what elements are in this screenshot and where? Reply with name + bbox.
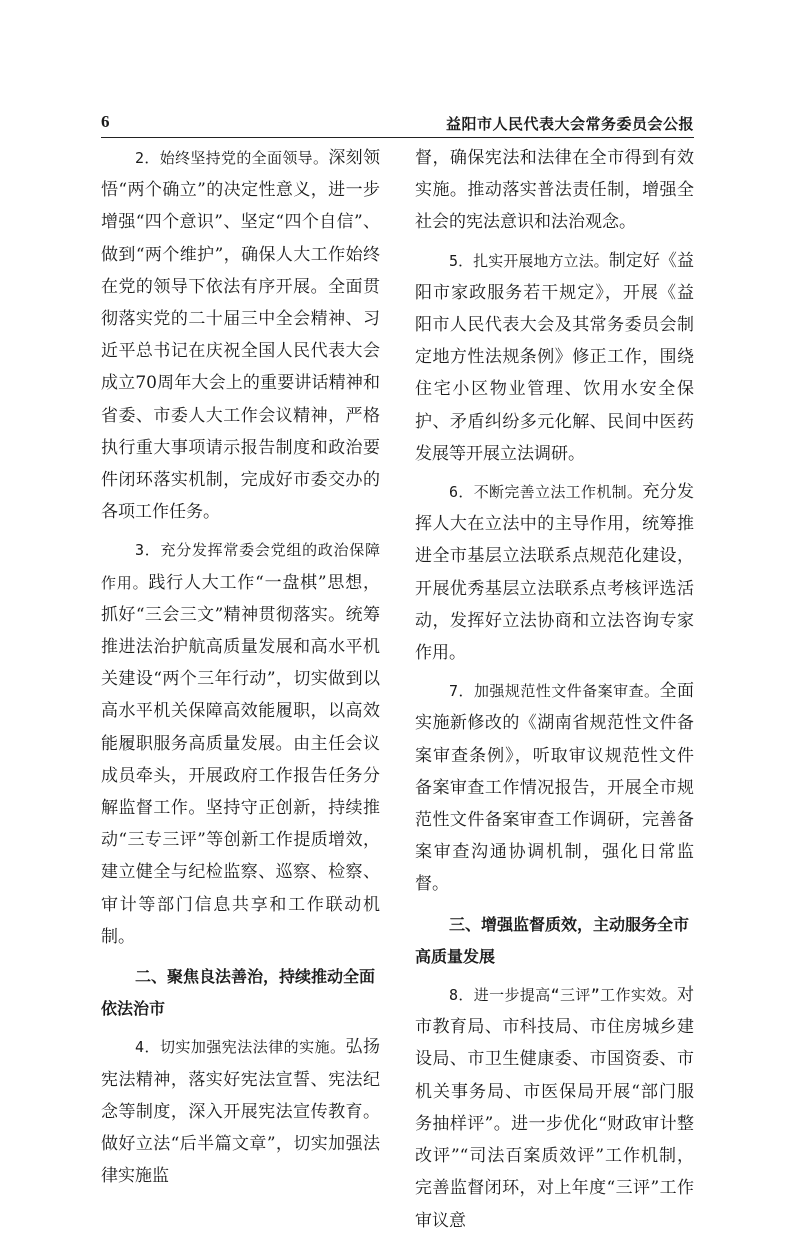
item-6-body: 充分发挥人大在立法中的主导作用，统筹推进全市基层立法联系点规范化建设，开展优秀基层立法联系点考核评选活动，发挥好立法协商和立法咨询专家作用。	[415, 482, 694, 664]
item-3-body: 践行人大工作“一盘棋”思想，抓好“三会三文”精神贯彻落实。统筹推进法治护航高质量发展和高水平机关建设“两个三年行动”，切实做到以高水平机关保障高效能履职，以高效能履职服务高质量发展。由主任会议成员牵头，开展政府工作报告任务分解监督工作。坚持守正创新，持续推动“三专三评”等创新工作提质增效，建立健全与纪检监察、巡察、检察、审计等部门信息共享和工作联动机制。	[101, 572, 380, 947]
item-8-heading: 8．进一步提高“三评”工作实效。	[449, 986, 677, 1005]
item-7-heading: 7．加强规范性文件备案审查。	[449, 682, 660, 701]
item-5-body: 制定好《益阳市家政服务若干规定》，开展《益阳市人民代表大会及其常务委员会制定地方性法规条例》修正工作，围绕住宅小区物业管理、饮用水安全保护、矛盾纠纷多元化解、民间中医药发展等开展立法调研。	[415, 250, 694, 464]
section-heading-3: 三、增强监督质效，主动服务全市高质量发展	[415, 914, 690, 966]
paragraph-item-4	[101, 1031, 380, 1192]
right-column	[415, 142, 694, 1237]
paragraph-item-8	[415, 979, 694, 1237]
item-7-body: 全面实施新修改的《湖南省规范性文件备案审查条例》，听取审议规范性文件备案审查工作情况报告，开展全市规范性文件备案审查工作调研，完善备案审查沟通协调机制，强化日常监督。	[415, 681, 694, 895]
left-column	[101, 142, 380, 1193]
item-2-heading: 2．始终坚持党的全面领导。	[135, 149, 329, 167]
item-3-heading: 3．充分发挥常委会党组的政治保障作用。	[101, 541, 380, 592]
section-heading-2: 二、聚焦良法善治，持续推动全面依法治市	[101, 967, 376, 1019]
paragraph-item-6	[415, 476, 694, 669]
journal-title: 益阳市人民代表大会常务委员会公报	[445, 115, 694, 133]
item-4-body: 弘扬宪法精神，落实好宪法宣誓、宪法纪念等制度，深入开展宪法宣传教育。做好立法“后半篇文章”，切实加强法律实施监	[101, 1037, 380, 1187]
item-2-body: 深刻领悟“两个确立”的决定性意义，进一步增强“四个意识”、坚定“四个自信”、做到“两个维护”，确保人大工作始终在党的领导下依法有序开展。全面贯彻落实党的二十届三中全会精神、习近平总书记在庆祝全国人民代表大会成立70周年大会上的重要讲话精神和省委、市委人大工作会议精神，严格执行重大事项请示报告制度和政治要件闭环落实机制，完成好市委交办的各项工作任务。	[101, 148, 380, 523]
paragraph-item-2	[101, 142, 380, 528]
page-header	[101, 110, 694, 138]
item-6-heading: 6．不断完善立法工作机制。	[449, 483, 643, 502]
item-5-heading: 5．扎实开展地方立法。	[449, 251, 609, 270]
item-8-body: 对市教育局、市科技局、市住房城乡建设局、市卫生健康委、市国资委、市机关事务局、市医保局开展“部门服务抽样评”。进一步优化“财政审计整改评”“司法百案质效评”工作机制，完善监督闭环，对上年度“三评”工作审议意	[415, 985, 694, 1231]
paragraph-item-4-continued: 督，确保宪法和法律在全市得到有效实施。推动落实普法责任制，增强全社会的宪法意识和法治观念。	[415, 148, 694, 233]
paragraph-item-5	[415, 245, 694, 470]
page-number: 6	[101, 112, 110, 131]
item-4-heading: 4．切实加强宪法法律的实施。	[135, 1038, 346, 1057]
paragraph-item-7	[415, 675, 694, 900]
paragraph-item-3	[101, 534, 380, 953]
